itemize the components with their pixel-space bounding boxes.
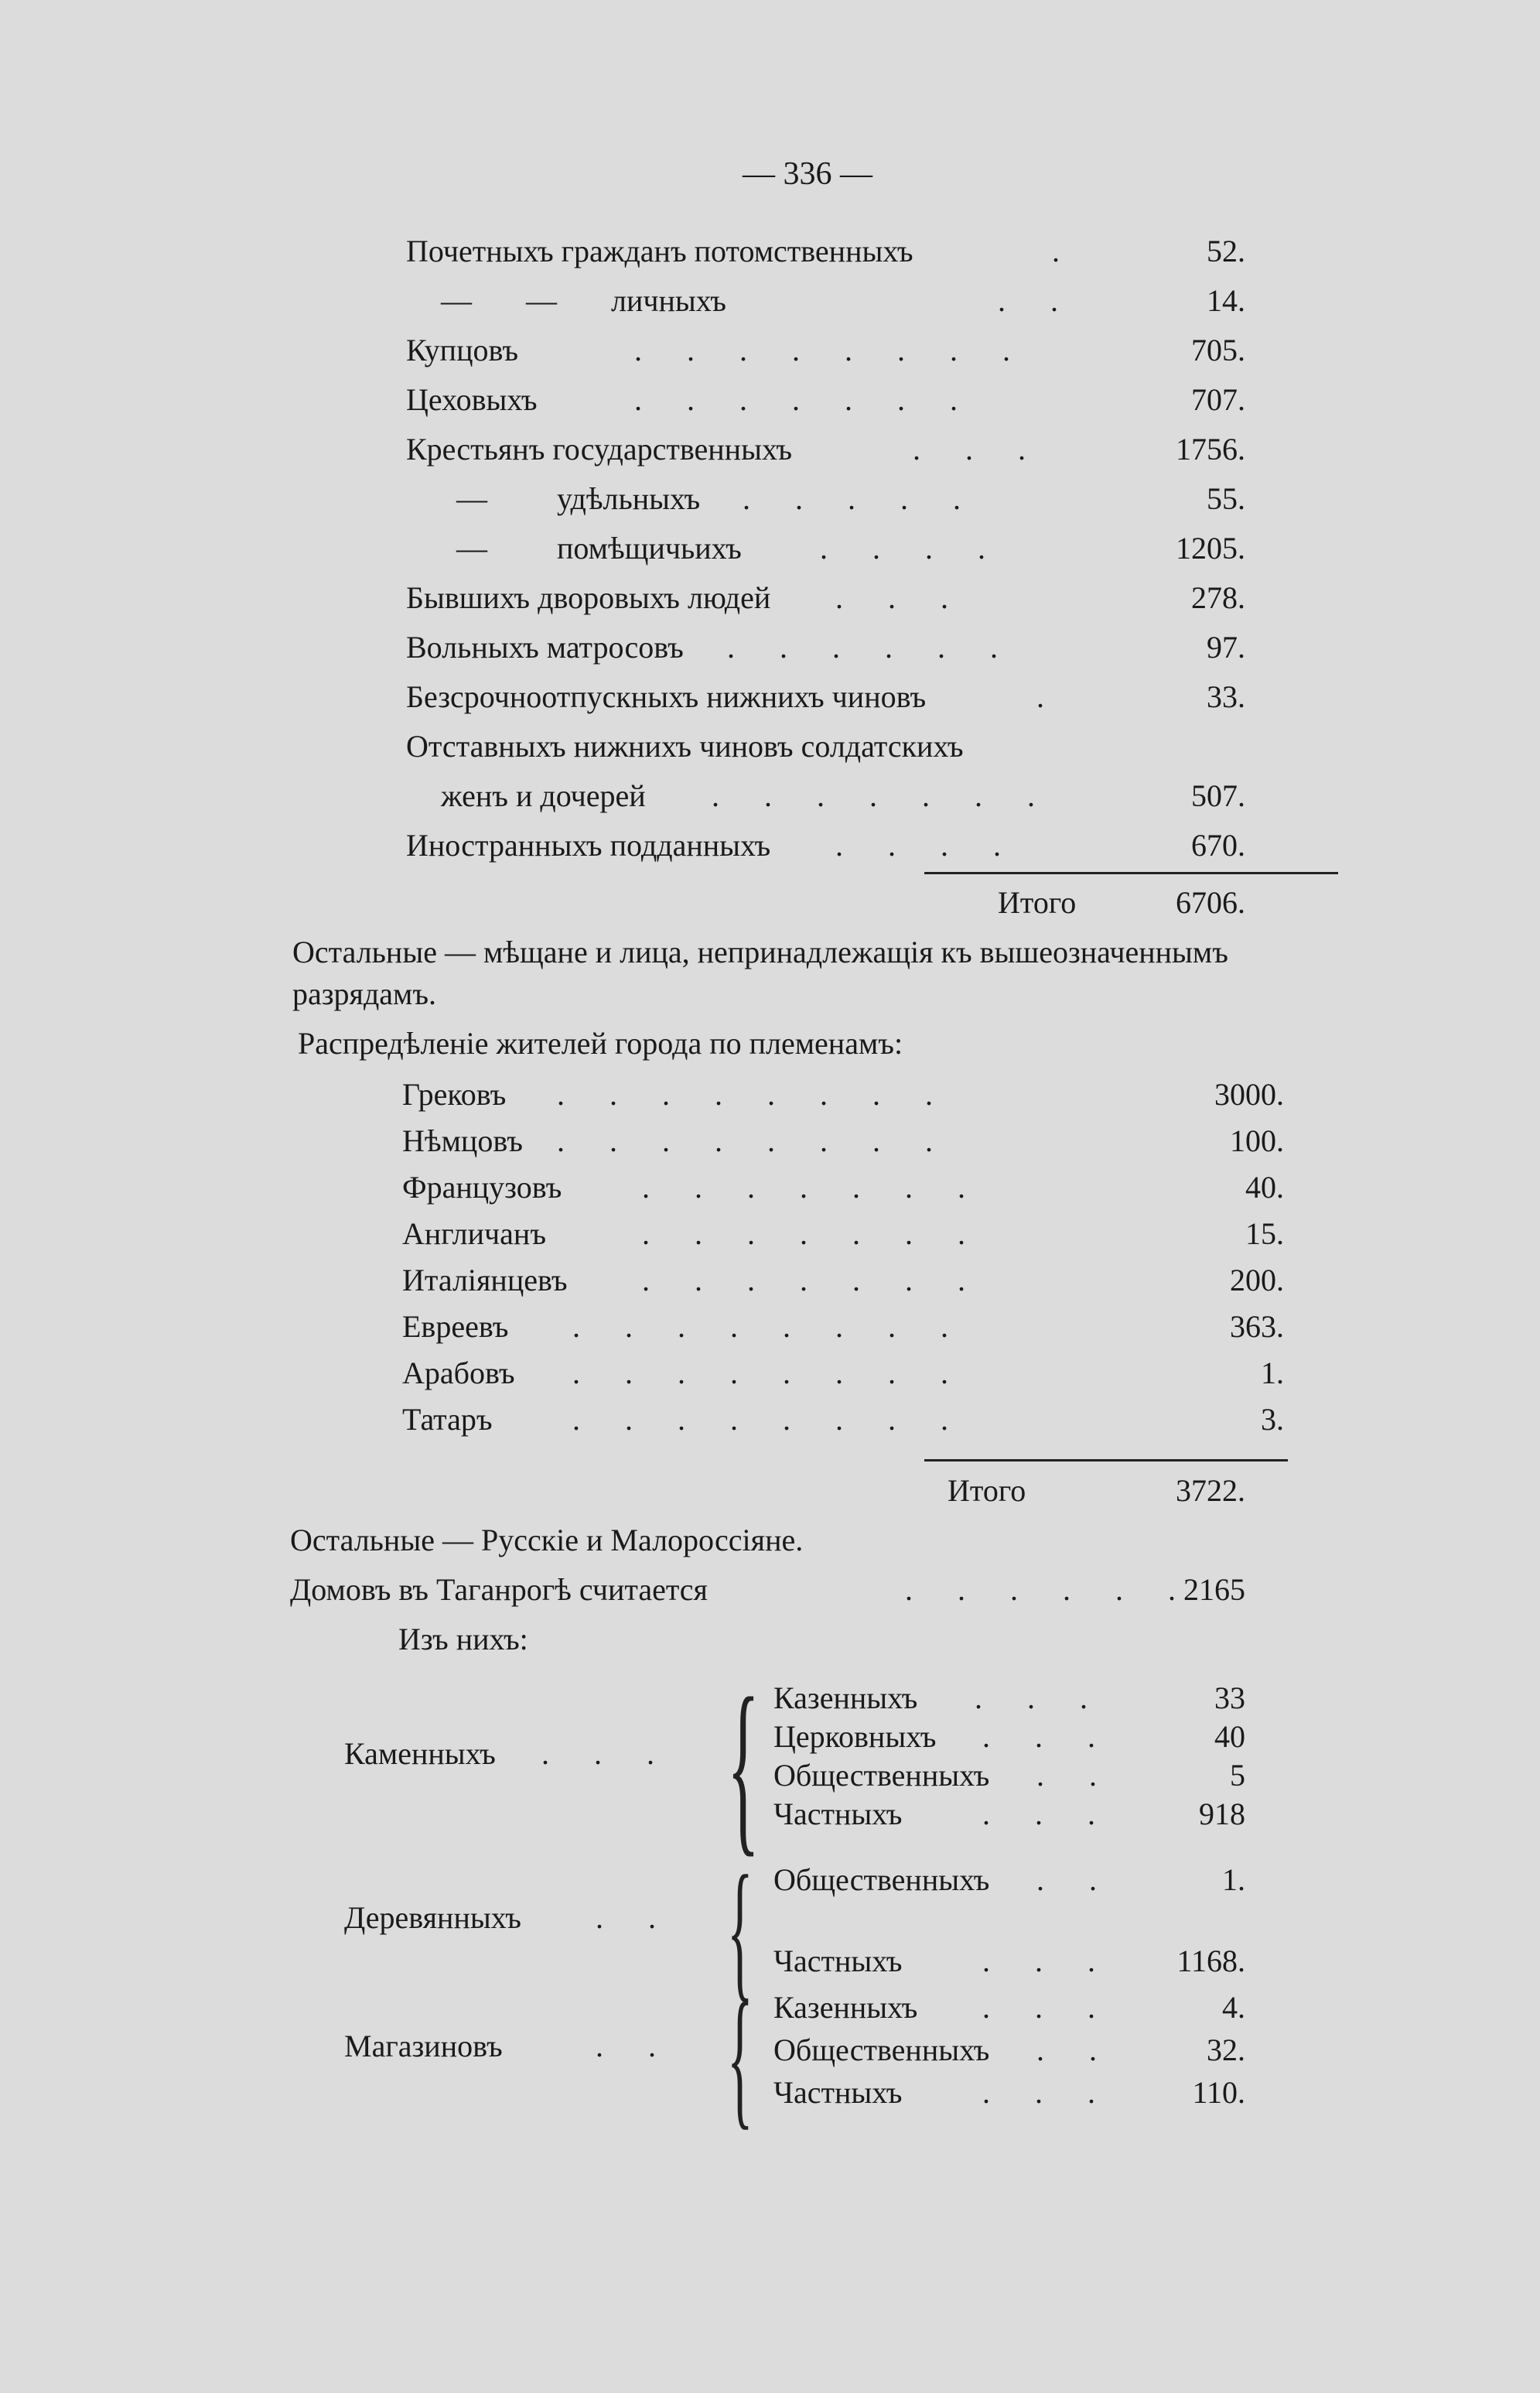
estate-value-12: 670. bbox=[1191, 828, 1245, 863]
group-dots-stone: . . . bbox=[541, 1736, 673, 1771]
estate-dots-6: . . . . bbox=[820, 531, 1004, 566]
houses-label: Домовъ въ Таганрогѣ считается bbox=[290, 1572, 708, 1607]
shops-item-value-2: 110. bbox=[1192, 2075, 1245, 2110]
of-them-label: Изъ нихъ: bbox=[398, 1622, 528, 1656]
wooden-item-label-0: Общественныхъ bbox=[773, 1862, 990, 1897]
remainder-text-3: Остальные — Русскіе и Малороссіяне. bbox=[290, 1523, 804, 1557]
estate-dots-12: . . . . bbox=[835, 828, 1019, 863]
estate-label-8: Вольныхъ матросовъ bbox=[406, 630, 684, 665]
brace-wooden: { bbox=[727, 1844, 753, 2015]
estate-dots-11: . . . . . . . bbox=[712, 778, 1053, 813]
estate-label-11: женъ и дочерей bbox=[441, 778, 646, 813]
shops-item-dots-1: . . bbox=[1036, 2032, 1115, 2067]
estate-value-6: 1205. bbox=[1176, 531, 1245, 566]
shops-item-dots-0: . . . bbox=[982, 1990, 1114, 2025]
shops-item-label-0: Казенныхъ bbox=[773, 1990, 918, 2025]
tribes-total-label: Итого bbox=[948, 1473, 1026, 1508]
estates-total-label: Итого bbox=[998, 885, 1077, 920]
estate-dots-1: . . bbox=[998, 283, 1077, 318]
group-dots-wooden: . . bbox=[596, 1900, 674, 1935]
tribe-value-4: 200. bbox=[1230, 1263, 1284, 1297]
wooden-item-dots-1: . . . bbox=[982, 1943, 1114, 1978]
group-dots-shops: . . bbox=[596, 2029, 674, 2063]
estate-value-5: 55. bbox=[1207, 481, 1245, 516]
stone-item-dots-3: . . . bbox=[982, 1796, 1114, 1831]
estate-label-2: Купцовъ bbox=[406, 333, 519, 367]
estate-label-5: — удѣльныхъ bbox=[456, 481, 701, 516]
tribe-dots-3: . . . . . . . bbox=[642, 1216, 984, 1251]
tribe-label-6: Арабовъ bbox=[402, 1355, 515, 1390]
tribe-value-6: 1. bbox=[1261, 1355, 1284, 1390]
tribe-dots-0: . . . . . . . . bbox=[557, 1077, 951, 1112]
stone-item-value-0: 33 bbox=[1214, 1680, 1245, 1715]
shops-item-label-1: Общественныхъ bbox=[773, 2032, 990, 2067]
estate-dots-8: . . . . . . bbox=[727, 630, 1016, 665]
estate-label-7: Бывшихъ дворовыхъ людей bbox=[406, 580, 771, 615]
estate-value-1: 14. bbox=[1207, 283, 1245, 318]
estate-label-1: — — личныхъ bbox=[441, 283, 726, 318]
page-number: — 336 — bbox=[743, 156, 872, 192]
estate-value-3: 707. bbox=[1191, 382, 1245, 417]
remainder-text-1: Остальные — мѣщане и лица, непринадлежащія къ вышеозначеннымъ bbox=[292, 935, 1228, 969]
estate-dots-3: . . . . . . . bbox=[634, 382, 976, 417]
tribe-label-0: Грековъ bbox=[402, 1077, 507, 1112]
tribe-dots-7: . . . . . . . . bbox=[572, 1402, 967, 1437]
group-name-stone: Каменныхъ bbox=[344, 1736, 496, 1771]
shops-item-value-0: 4. bbox=[1222, 1990, 1245, 2025]
tribe-label-7: Татаръ bbox=[402, 1402, 493, 1437]
stone-item-label-3: Частныхъ bbox=[773, 1796, 903, 1831]
stone-item-label-1: Церковныхъ bbox=[773, 1719, 937, 1754]
stone-item-value-1: 40 bbox=[1214, 1719, 1245, 1754]
stone-item-dots-0: . . . bbox=[975, 1680, 1106, 1715]
estate-dots-9: . bbox=[1036, 679, 1063, 714]
group-name-wooden: Деревянныхъ bbox=[344, 1900, 521, 1935]
tribe-value-1: 100. bbox=[1230, 1123, 1284, 1158]
estate-label-9: Безсрочноотпускныхъ нижнихъ чиновъ bbox=[406, 679, 927, 714]
stone-item-label-0: Казенныхъ bbox=[773, 1680, 918, 1715]
wooden-item-label-1: Частныхъ bbox=[773, 1943, 903, 1978]
estate-value-7: 278. bbox=[1191, 580, 1245, 615]
wooden-item-dots-0: . . bbox=[1036, 1862, 1115, 1897]
tribe-value-2: 40. bbox=[1245, 1170, 1284, 1205]
wooden-item-value-0: 1. bbox=[1222, 1862, 1245, 1897]
stone-item-value-2: 5 bbox=[1230, 1758, 1245, 1793]
estate-value-0: 52. bbox=[1207, 234, 1245, 268]
tribe-label-2: Французовъ bbox=[402, 1170, 562, 1205]
estate-label-3: Цеховыхъ bbox=[406, 382, 538, 417]
shops-item-label-2: Частныхъ bbox=[773, 2075, 903, 2110]
tribe-label-5: Евреевъ bbox=[402, 1309, 509, 1344]
stone-item-label-2: Общественныхъ bbox=[773, 1758, 990, 1793]
houses-value: 2165 bbox=[1183, 1572, 1245, 1607]
shops-item-value-1: 32. bbox=[1207, 2032, 1245, 2067]
tribe-dots-2: . . . . . . . bbox=[642, 1170, 984, 1205]
tribe-value-7: 3. bbox=[1261, 1402, 1284, 1437]
estate-label-12: Иностранныхъ подданныхъ bbox=[406, 828, 771, 863]
estate-label-0: Почетныхъ гражданъ потомственныхъ bbox=[406, 234, 913, 268]
estate-label-4: Крестьянъ государственныхъ bbox=[406, 432, 793, 467]
shops-item-dots-2: . . . bbox=[982, 2075, 1114, 2110]
tribes-total-rule bbox=[924, 1459, 1288, 1461]
estates-total-rule bbox=[924, 872, 1338, 874]
tribe-value-3: 15. bbox=[1245, 1216, 1284, 1251]
tribes-total-value: 3722. bbox=[1176, 1473, 1245, 1508]
estate-value-8: 97. bbox=[1207, 630, 1245, 665]
estates-total-value: 6706. bbox=[1176, 885, 1245, 920]
estate-value-4: 1756. bbox=[1176, 432, 1245, 467]
tribe-value-5: 363. bbox=[1230, 1309, 1284, 1344]
estate-label-6: — помѣщичьихъ bbox=[456, 531, 742, 566]
tribes-heading: Распредѣленіе жителей города по племенамъ: bbox=[298, 1026, 903, 1061]
tribe-label-4: Италіянцевъ bbox=[402, 1263, 568, 1297]
tribe-dots-5: . . . . . . . . bbox=[572, 1309, 967, 1344]
tribe-label-3: Англичанъ bbox=[402, 1216, 546, 1251]
tribe-dots-1: . . . . . . . . bbox=[557, 1123, 951, 1158]
estate-label-10: Отставныхъ нижнихъ чиновъ солдатскихъ bbox=[406, 729, 964, 764]
estate-dots-7: . . . bbox=[835, 580, 967, 615]
brace-shops: { bbox=[727, 1972, 753, 2143]
estate-value-9: 33. bbox=[1207, 679, 1245, 714]
tribe-label-1: Нѣмцовъ bbox=[402, 1123, 523, 1158]
tribe-value-0: 3000. bbox=[1214, 1077, 1284, 1112]
stone-item-value-3: 918 bbox=[1199, 1796, 1245, 1831]
wooden-item-value-1: 1168. bbox=[1176, 1943, 1245, 1978]
stone-item-dots-2: . . bbox=[1036, 1758, 1115, 1793]
tribe-dots-6: . . . . . . . . bbox=[572, 1355, 967, 1390]
brace-stone: { bbox=[727, 1659, 760, 1873]
group-name-shops: Магазиновъ bbox=[344, 2029, 503, 2063]
estate-dots-4: . . . bbox=[913, 432, 1044, 467]
tribe-dots-4: . . . . . . . bbox=[642, 1263, 984, 1297]
estate-dots-2: . . . . . . . . bbox=[634, 333, 1029, 367]
houses-dots: . . . . . . bbox=[905, 1572, 1194, 1607]
remainder-text-2: разрядамъ. bbox=[292, 976, 437, 1011]
estate-dots-5: . . . . . bbox=[743, 481, 979, 516]
estate-value-11: 507. bbox=[1191, 778, 1245, 813]
estate-value-2: 705. bbox=[1191, 333, 1245, 367]
estate-dots-0: . bbox=[1052, 234, 1078, 268]
stone-item-dots-1: . . . bbox=[982, 1719, 1114, 1754]
